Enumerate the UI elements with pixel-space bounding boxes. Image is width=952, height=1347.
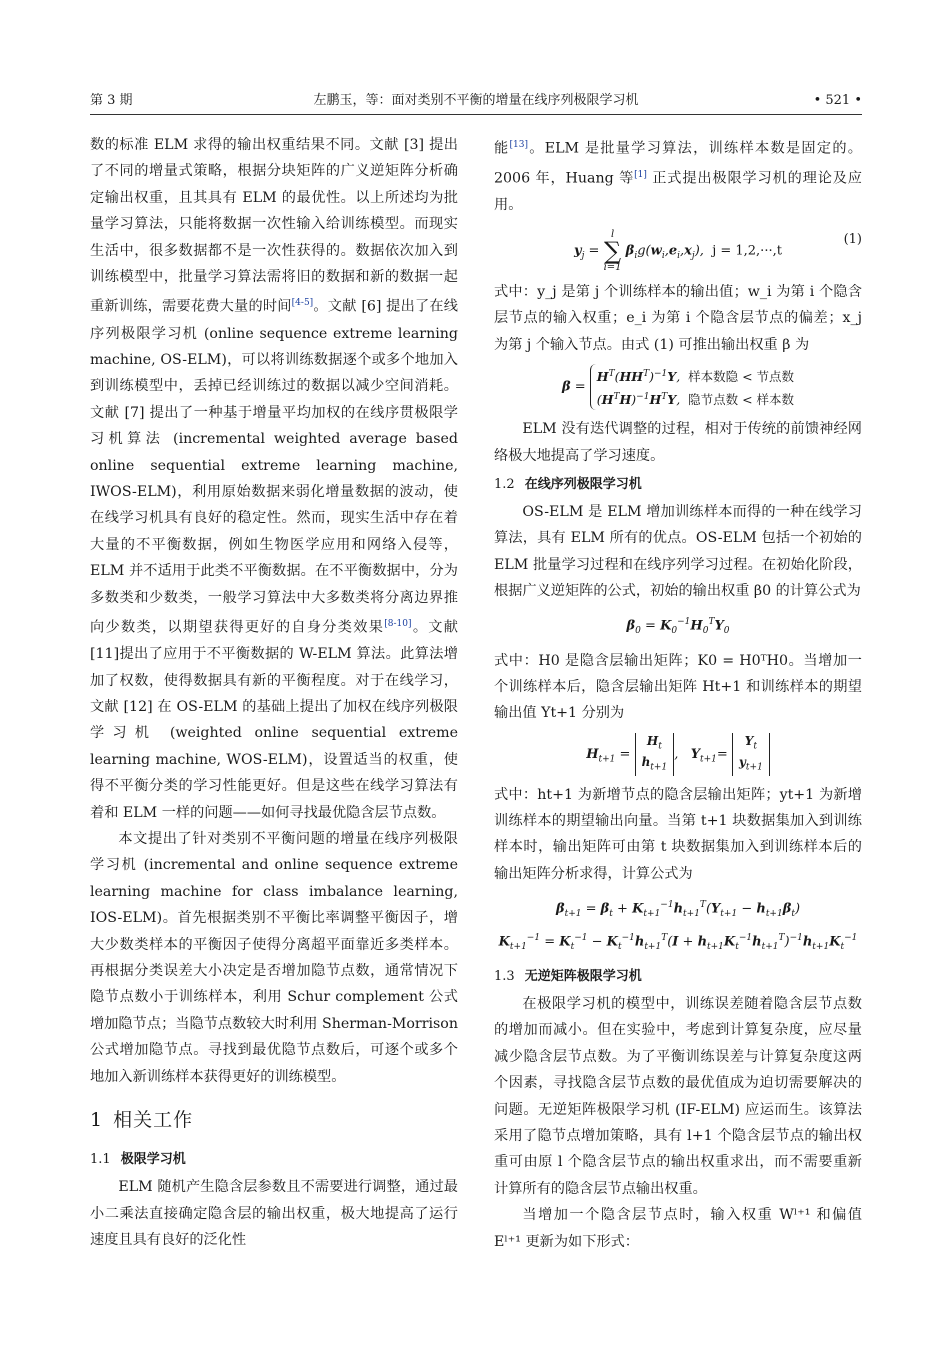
subsection-heading: 1.1 极限学习机 [90, 1152, 186, 1168]
equation-update: $\beta_{t+1} = \beta_t + K_{t+1}^{-1}h_{t+1}^T(Y_{t+1} - h_{t+1}\beta_t)$ $K_{t+1}^{-1} = K_t^{-1} - K_t^{-1}h_{t+1}^T(I + h_{t+1}K_t^{-1}h_{t+1}^T)^{-1}h_{t+1}K_t^{-1}$ [498, 900, 858, 953]
paragraph: 数的标准 ELM 求得的输出权重结果不同。文献 [3] 提出了不同的增量式策略，根据分块矩阵的广义逆矩阵分析确定输出权重，且其具有 ELM 的最优性。以上所述均为批量学习算法，只能将数据一次性输入给训练模型。而现实生活中，很多数据都不是一次性获得的。数据依次加入到训练模型中，批量学习算法需将旧的数据和新的数据一起重新训练，需要花费大量的时间[4-5]。文献 [6] 提出了在线序列极限学习机 (online sequence extreme learning machine, OS-ELM)，可以将训练数据逐个或多个地加入到训练模型中，丢掉已经训练过的数据以减少空间消耗。文献 [7] 提出了一种基于增量平均加权的在线序贯极限学习机算法 (incremental weighted average based online sequential extreme learning machine, IWOS-ELM)，利用原始数据来弱化增量数据的波动，使在线学习机具有良好的稳定性。然而，现实生活中存在着大量的不平衡数据，例如生物医学应用和网络入侵等，ELM 并不适用于此类不平衡数据。在不平衡数据中，分为多数类和少数类，一般学习算法中大多数类将分离边界推向少数类，以期望获得更好的自身分类效果[8-10]。文献 [11]提出了应用于不平衡数据的 W-ELM 算法。此算法增加了权数，使得数据具有新的平衡程度。对于在线学习，文献 [12] 在 OS-ELM 的基础上提出了加权在线序列极限学习机 (weighted online sequential extreme learning machine, WOS-ELM)，设置适当的权重，使得不平衡分类的学习性能更好。但是这些在线学习算法有着和 ELM 一样的问题——如何寻找最优隐含层节点数。 [90, 137, 458, 821]
subsection-heading: 1.2 在线序列极限学习机 [494, 477, 642, 493]
paragraph: OS-ELM 是 ELM 增加训练样本而得的一种在线学习算法，具有 ELM 所有的优点。OS-ELM 包括一个初始的 ELM 批量学习过程和在线序列学习过程。在初始化阶段，根据广义逆矩阵的公式，初始的输出权重 β0 的计算公式为 [494, 504, 862, 600]
section-heading: 1 相关工作 [90, 1109, 194, 1132]
citation-link[interactable]: [8-10] [384, 619, 412, 630]
paragraph: ELM 随机产生隐含层参数且不需要进行调整，通过最小二乘法直接确定隐含层的输出权重，极大地提高了运行速度且具有良好的泛化性 [90, 1179, 458, 1248]
citation-link[interactable]: [1] [634, 170, 647, 181]
equation-beta: $\beta = H^T(HH^T)^{-1}Y$, 样本数隐 < 节点数 $(H^TH)^{-1}H^TY$, 隐节点数 < 样本数 [494, 364, 862, 410]
subsection-heading: 1.3 无逆矩阵极限学习机 [494, 969, 642, 985]
equation-number: (1) [843, 231, 862, 247]
equation-1: $y_j = l$ ∑ i=1 $\beta_ig(w_i,e_i,x_j)$, j = 1,2,···,t (1) [574, 228, 862, 273]
equation-h-y: $H_{t+1} = H_t$ $h_{t+1}$, $Y_{t+1}= Y_t$ $y_{t+1}$ [494, 733, 862, 776]
paragraph: 当增加一个隐含层节点时，输入权重 Wˡ⁺¹ 和偏值 Eˡ⁺¹ 更新为如下形式： [494, 1207, 862, 1250]
paragraph: ELM 没有迭代调整的过程，相对于传统的前馈神经网络极大地提高了学习速度。 [494, 421, 862, 464]
paragraph: 式中：y_j 是第 j 个训练样本的输出值；w_i 为第 i 个隐含层节点的输入权重；e_i 为第 i 个隐含层节点的偏差；x_j 为第 j 个输入节点。由式 (1) 可推出输出权重 β 为 [494, 283, 862, 353]
paragraph: 能[13]。ELM 是批量学习算法，训练样本数是固定的。2006 年，Huang 等[1] 正式提出极限学习机的理论及应用。 [494, 140, 862, 214]
paragraph: 式中：ht+1 为新增节点的隐含层输出矩阵；yt+1 为新增训练样本的期望输出向量。当第 t+1 块数据集加入到训练样本时，输出矩阵可由第 t 块数据集加入到训练样本后的输出矩阵分析求得，计算公式为 [494, 786, 862, 882]
running-header [90, 90, 862, 115]
citation-link[interactable]: [4-5] [291, 298, 314, 309]
paragraph: 本文提出了针对类别不平衡问题的增量在线序列极限学习机 (incremental and online sequence extreme learning machine for class imbalance learning, IOS-ELM)。首先根据类别不平衡比率调整平衡因子，增大少数类样本的平衡因子使得分离超平面靠近多类样本。再根据分类误差大小决定是否增加隐节点数，通常情况下隐节点数小于训练样本，利用 Schur complement 公式增加隐节点；当隐节点数较大时利用 Sherman-Morrison 公式增加隐节点。寻找到最优隐节点数后，可逐个或多个地加入新训练样本获得更好的训练模型。 [90, 831, 458, 1085]
paragraph: 在极限学习机的模型中，训练误差随着隐含层节点数的增加而减小。但在实验中，考虑到计算复杂度，应尽量减少隐含层节点数。为了平衡训练误差与计算复杂度这两个因素，寻找隐含层节点数的最优值成为迫切需要解决的问题。无逆矩阵极限学习机 (IF-ELM) 应运而生。该算法采用了隐节点增加策略，具有 l+1 个隐含层节点的输出权重可由原 l 个隐含层节点的输出权重求出，而不需要重新计算所有的隐含层节点输出权重。 [494, 996, 862, 1197]
left-column [90, 132, 458, 1253]
page-number: • 521 • [813, 93, 862, 108]
issue-label: 第 3 期 [90, 93, 133, 108]
citation-link[interactable]: [13] [509, 140, 528, 150]
running-title: 左鹏玉，等：面对类别不平衡的增量在线序列极限学习机 [313, 93, 639, 108]
paragraph: 式中：H0 是隐含层输出矩阵；K0 = H0ᵀH0。当增加一个训练样本后，隐含层输出矩阵 Ht+1 和训练样本的期望输出值 Yt+1 分别为 [494, 652, 862, 722]
right-column [494, 132, 862, 1255]
equation-beta0: $\beta_0 = K_0^{-1}H_0^TY_0$ [626, 616, 730, 636]
